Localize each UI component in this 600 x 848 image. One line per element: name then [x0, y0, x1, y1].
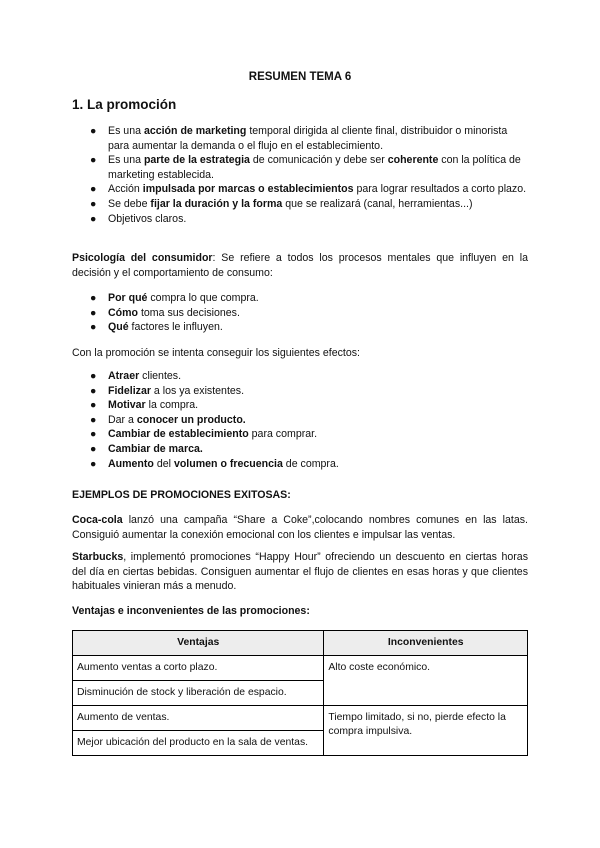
- table-row: [73, 656, 528, 681]
- bullet-icon: ●: [90, 292, 97, 304]
- list-item: ● Cambiar de establecimiento para comprar.: [90, 428, 318, 441]
- promocion-bullet-list: [72, 124, 528, 226]
- list-item: ● Motivar la compra.: [90, 399, 199, 412]
- ejemplos-heading: EJEMPLOS DE PROMOCIONES EXITOSAS:: [72, 489, 291, 501]
- bullet-icon: ●: [90, 183, 97, 196]
- ventajas-heading: Ventajas e inconvenientes de las promociones:: [72, 605, 310, 617]
- bullet-icon: ●: [90, 370, 97, 382]
- list-item: ● Acción impulsada por marcas o establecimientos para lograr resultados a corto plazo.: [90, 183, 527, 196]
- column-header-ventajas: Ventajas: [73, 631, 324, 656]
- starbucks-paragraph: Starbucks, implementó promociones “Happy Hour” ofreciendo un descuento en ciertas horas del día en ciertas bebidas. Consiguen aumentar el flujo de clientes en esas horas y que clientes habituales vinieran más a menudo.: [72, 551, 528, 593]
- bullet-icon: ●: [90, 125, 97, 137]
- bullet-icon: ●: [90, 428, 97, 441]
- bullet-icon: ●: [90, 197, 97, 210]
- list-item: ● Atraer clientes.: [90, 370, 182, 382]
- bullet-icon: ●: [90, 384, 97, 397]
- document-title: RESUMEN TEMA 6: [248, 71, 352, 83]
- list-item: ● Aumento del volumen o frecuencia de compra.: [90, 457, 339, 470]
- bullet-icon: ●: [90, 212, 97, 225]
- bullet-icon: ●: [90, 154, 97, 167]
- ventajas-inconvenientes-table: [72, 630, 528, 756]
- list-item: ● Es una acción de marketing temporal dirigida al cliente final, distribuidor o minorista para aumentar la demanda o el flujo en el establecimiento.: [90, 125, 508, 152]
- cocacola-paragraph: Coca-cola lanzó una campaña “Share a Coke”,colocando nombres comunes en las latas. Consiguió aumentar la conexión emocional con los clientes e impulsar las ventas.: [72, 514, 528, 541]
- list-item: ● Se debe fijar la duración y la forma que se realizará (canal, herramientas...): [90, 197, 473, 210]
- table-cell: Mejor ubicación del producto en la sala de ventas.: [73, 731, 324, 756]
- list-item: ● Fidelizar a los ya existentes.: [90, 384, 245, 397]
- table-row: [73, 706, 528, 731]
- section-heading-promocion: 1. La promoción: [72, 97, 177, 112]
- list-item: ● Es una parte de la estrategia de comunicación y debe ser coherente con la política de marketing establecida.: [90, 154, 521, 181]
- table-cell: Alto coste económico.: [324, 656, 528, 706]
- table-cell: Aumento ventas a corto plazo.: [73, 656, 324, 681]
- table-header-row: [73, 631, 528, 656]
- column-header-inconvenientes: Inconvenientes: [324, 631, 528, 656]
- bullet-icon: ●: [90, 306, 97, 319]
- list-item: ● Por qué compra lo que compra.: [90, 292, 259, 304]
- table-cell: Tiempo limitado, si no, pierde efecto la compra impulsiva.: [324, 706, 528, 756]
- bullet-icon: ●: [90, 321, 97, 334]
- bullet-icon: ●: [90, 399, 97, 412]
- bullet-icon: ●: [90, 413, 97, 426]
- efectos-bullet-list: [72, 369, 528, 471]
- list-item: ● Cómo toma sus decisiones.: [90, 306, 240, 319]
- list-item: ● Objetivos claros.: [90, 212, 187, 225]
- list-item: ● Qué factores le influyen.: [90, 321, 223, 334]
- list-item: ● Dar a conocer un producto.: [90, 413, 246, 426]
- bullet-icon: ●: [90, 457, 97, 470]
- table-cell: Aumento de ventas.: [73, 706, 324, 731]
- psicologia-bullet-list: [72, 291, 528, 335]
- bullet-icon: ●: [90, 442, 97, 455]
- efectos-intro: Con la promoción se intenta conseguir los siguientes efectos:: [72, 347, 360, 359]
- table-cell: Disminución de stock y liberación de espacio.: [73, 681, 324, 706]
- list-item: ● Cambiar de marca.: [90, 442, 203, 455]
- psicologia-paragraph: Psicología del consumidor: Se refiere a todos los procesos mentales que influyen en la decisión y el comportamiento de consumo:: [72, 252, 528, 279]
